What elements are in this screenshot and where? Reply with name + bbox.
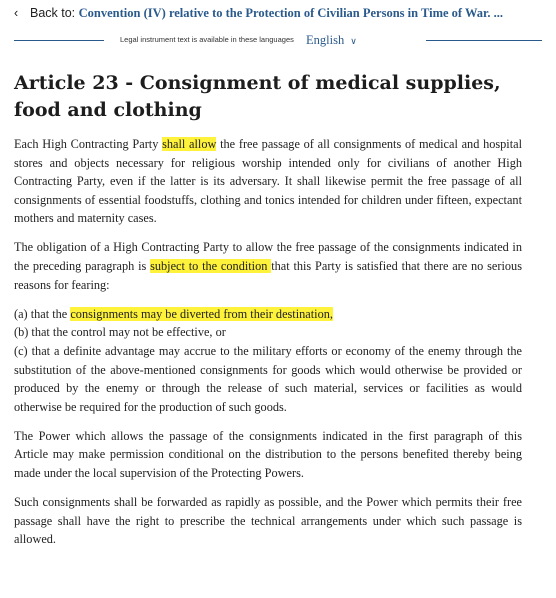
highlight-consignments-diverted: consignments may be diverted from their destination, [70,306,333,321]
article-title: Article 23 - Consignment of medical supplies, food and clothing [14,72,501,121]
list-item-c: (c) that a definite advantage may accrue to the military efforts or economy of the enemy through the substitution of the above-mentioned consignments for goods which would otherwise be provided or produced by the enemy or through the release of such material, services or facilities as would otherwise be required for the production of such goods. [14,343,522,414]
list-item-b: (b) that the control may not be effective, or [14,325,226,340]
paragraph-5: Such consignments shall be forwarded as rapidly as possible, and the Power which permits their free passage shall have the right to prescribe the technical arrangements under which such passage is allowed. [14,495,522,547]
paragraph-1: Each High Contracting Party shall allow the free passage of all consignments of medical and hospital stores and objects necessary for religious worship intended only for civilians of another High Contracting Party, even if the latter is its adversary. It shall likewise permit the free passage of all consignments of essential foodstuffs, clothing and tonics intended for children under fifteen, expectant mothers and maternity cases. [14,137,523,226]
language-note: Legal instrument text is available in these languages [120,35,294,44]
paragraph-3 [14,305,522,417]
highlight-shall-allow: shall allow [162,137,217,151]
language-selected: English [306,33,345,47]
language-bar [14,30,542,50]
paragraph-2: The obligation of a High Contracting Party to allow the free passage of the consignments indicated in the preceding paragraph is subject to the condition that this Party is satisfied that there are no serious reasons for fearing: [14,240,522,292]
back-prefix: Back to: [30,6,76,20]
divider-left [14,40,104,41]
chevron-left-icon[interactable]: ‹ [14,6,19,20]
paragraph-4: The Power which allows the passage of the consignments indicated in the first paragraph of this Article may make permission conditional on the distribution to the persons benefited thereby being made under the local supervision of the Protecting Powers. [14,428,522,480]
article-body [14,135,522,559]
back-navigation [14,2,542,24]
back-link[interactable]: Convention (IV) relative to the Protection of Civilian Persons in Time of War. ... [78,6,504,20]
divider-right [426,40,542,41]
chevron-down-icon: ∨ [350,37,357,47]
language-dropdown[interactable] [306,30,357,52]
highlight-subject-to-condition: subject to the condition [150,259,272,274]
list-item-a: (a) that the consignments may be diverted from their destination, [14,306,333,321]
